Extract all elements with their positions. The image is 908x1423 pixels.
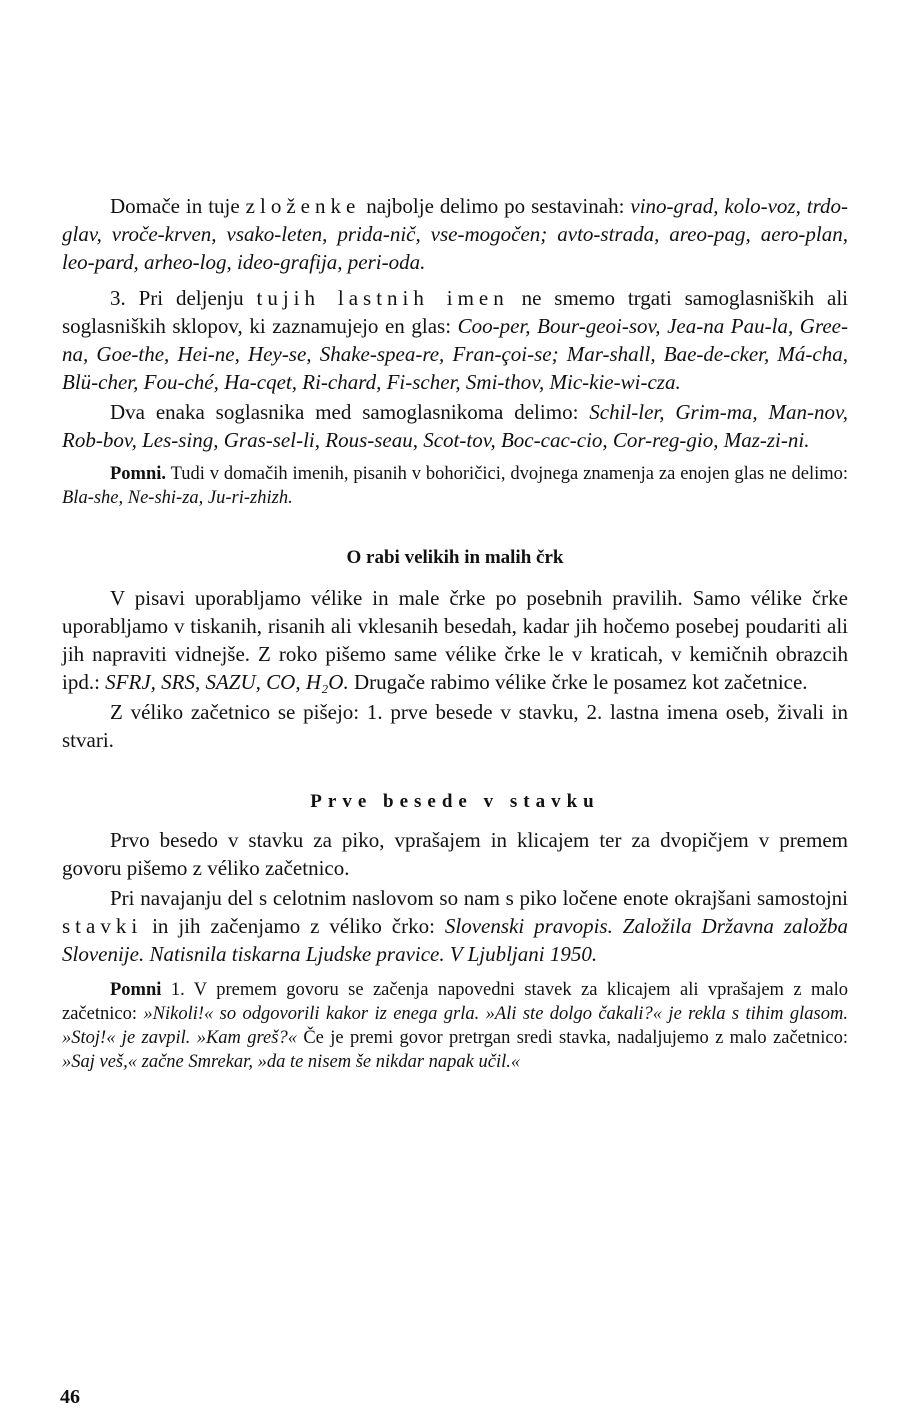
note-direct-speech — [62, 978, 848, 1074]
examples: Slovenski pravopis. Založila Državna založba Slovenije. Natisnila tiskarna Ljudske pravice. V Ljubljani 1950. — [62, 914, 848, 966]
paragraph-compounds — [62, 192, 848, 276]
examples: Coo-per, Bour-geoi-sov, Jea-na Pau-la, Gree-na, Goe-the, Hei-ne, Hey-se, Shake-spea-re, Fran-çoi-se; Mar-shall, Bae-de-cker, Má-cha, Blü-cher, Fou-ché, Ha-cqet, Ri-chard, Fi-scher, Smi-thov, Mic-kie-wi-cza. — [62, 314, 848, 394]
examples: Schil-ler, Grim-ma, Man-nov, Rob-bov, Les-sing, Gras-sel-li, Rous-seau, Scot-tov, Boc-cac-cio, Cor-reg-gio, Maz-zi-ni. — [62, 400, 848, 452]
examples: »Nikoli!« so odgovorili kakor iz enega grla. »Ali ste dolgo čakali?« je rekla s tihim glasom. »Stoj!« je zavpil. »Kam greš?« — [62, 1004, 848, 1048]
note-bohoricica — [62, 462, 848, 510]
spaced-term: zloženke — [245, 194, 361, 218]
section-heading-first-words: Prve besede v stavku — [310, 791, 600, 812]
page-number: 46 — [60, 1386, 80, 1408]
spaced-term: stavki — [62, 914, 143, 938]
examples: »Saj veš,« začne Smrekar, »da te nisem še nikdar napak učil.« — [62, 1052, 521, 1072]
paragraph-titles — [62, 884, 848, 968]
note-label: Pomni — [110, 980, 162, 1000]
text: Pri navajanju del s celotnim naslovom so nam s piko ločene enote okrajšani samostojni — [110, 886, 848, 910]
paragraph-foreign-names — [62, 284, 848, 396]
text: najbolje delimo po sestavinah: — [360, 194, 631, 218]
paragraph-capital-letters — [62, 584, 848, 696]
paragraph-capital-initial: Z véliko začetnico se pišejo: 1. prve besede v stavku, 2. lastna imena oseb, živali in stvari. — [62, 700, 848, 752]
book-page — [62, 192, 848, 1074]
spaced-term: tujih lastnih imen — [256, 286, 509, 310]
text: V pisavi uporabljamo vélike in male črke po posebnih pravilih. Samo vélike črke uporabljamo v tiskanih, risanih ali vklesanih besedah, kadar jih hočemo posebej poudariti ali jih napraviti vidnejše. Z roko pišemo same vélike črke le v kraticah, v kemičnih obrazcih ipd.: — [62, 586, 848, 694]
section-heading-letter-case: O rabi velikih in malih črk — [346, 547, 564, 568]
paragraph-double-consonants — [62, 398, 848, 454]
text: Če je premi govor pretrgan sredi stavka, nadaljujemo z malo začetnico: — [296, 1028, 849, 1048]
examples: SFRJ, SRS, SAZU, CO, H₂O. — [105, 670, 349, 694]
text: 3. Pri deljenju — [110, 286, 257, 310]
text: Tudi v domačih imenih, pisanih v bohoričici, dvojnega znamenja za enojen glas ne delimo: — [166, 464, 848, 484]
paragraph-first-word: Prvo besedo v stavku za piko, vprašajem in klicajem ter za dvopičjem v premem govoru pišemo z véliko začetnico. — [62, 828, 848, 880]
note-label: Pomni. — [110, 464, 167, 484]
text: Dva enaka soglasnika med samoglasnikoma delimo: — [110, 400, 590, 424]
text: ne smemo trgati samoglasniških ali soglasniških sklopov, ki zaznamujejo en glas: — [62, 286, 848, 338]
examples: Bla-she, Ne-shi-za, Ju-ri-zhizh. — [62, 488, 293, 508]
text: Drugače rabimo vélike črke le posamez kot začetnice. — [348, 670, 808, 694]
text: 1. V premem govoru se začenja napovedni stavek za klicajem ali vprašajem z malo začetnico: — [62, 980, 848, 1024]
examples: vino-grad, kolo-voz, trdo-glav, vroče-krven, vsako-leten, prida-nič, vse-mogočen; avto-strada, areo-pag, aero-plan, leo-pard, arheo-log, ideo-grafija, peri-oda. — [62, 194, 848, 274]
text: in jih začenjamo z véliko črko: — [142, 914, 445, 938]
text: Domače in tuje — [110, 194, 246, 218]
